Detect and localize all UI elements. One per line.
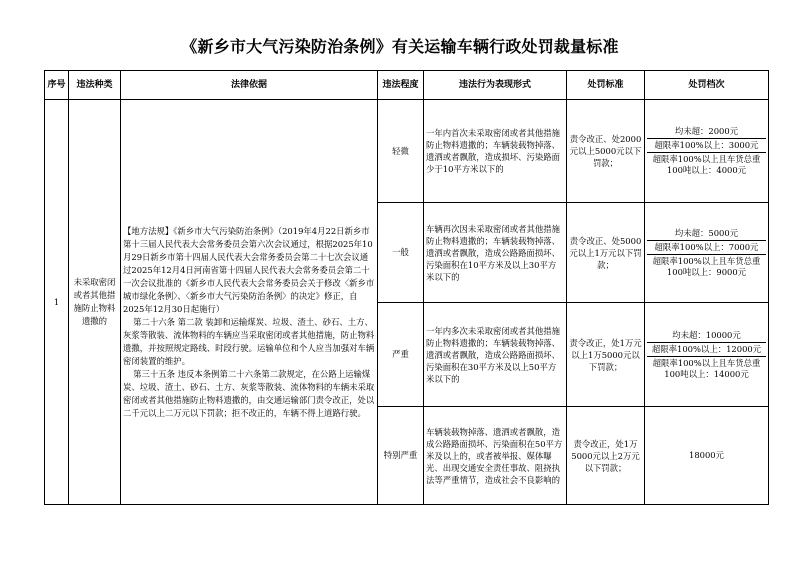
gear-item: 均未超：2000元 — [674, 126, 739, 136]
gear-item: 均未超：5000元 — [674, 227, 739, 238]
header-type: 违法种类 — [69, 71, 121, 100]
penalty-table — [44, 70, 769, 505]
header-behavior: 违法行为表现形式 — [424, 71, 567, 100]
basis-paragraph: 第二十六条 第二款 装卸和运输煤炭、垃圾、渣土、砂石、土方、灰浆等散装、流体物料的车辆应当采取密闭或者其他措施，防止物料遗撒，并按照规定路线、时段行驶。运输单位和个人应当加强对车辆密闭装置的维护。 — [123, 316, 375, 366]
header-basis: 法律依据 — [121, 71, 378, 100]
gear-cell — [645, 100, 769, 203]
gear-item: 均未超：10000元 — [672, 329, 741, 340]
standard-cell: 责令改正、处2000元以上5000元以下罚款； — [567, 100, 645, 203]
gear-cell — [645, 303, 769, 407]
violation-type: 未采取密闭或者其他措施防止物料遗撒的 — [69, 100, 121, 505]
degree-cell: 轻微 — [378, 100, 424, 203]
gear-cell: 18000元 — [645, 407, 769, 505]
degree-cell: 一般 — [378, 203, 424, 303]
legal-basis — [121, 100, 378, 505]
gear-item: 超限率100%以上且车货总重100吨以上：9000元 — [647, 254, 766, 279]
header-gear: 处罚档次 — [645, 71, 769, 100]
header-no: 序号 — [45, 71, 69, 100]
header-standard: 处罚标准 — [567, 71, 645, 100]
gear-item: 超限率100%以上：12000元 — [647, 342, 766, 356]
gear-item: 超限率100%以上：7000元 — [647, 240, 766, 254]
basis-paragraph: 第三十五条 违反本条例第二十六条第二款规定，在公路上运输煤炭、垃圾、渣土、砂石、土方、灰浆等散装、流体物料的车辆未采取密闭或者其他措施防止物料遗撒的，由交通运输部门责令改正，处以二千元以上二万元以下罚款；拒不改正的，车辆不得上道路行驶。 — [123, 368, 375, 418]
standard-cell: 责令改正、处5000元以上1万元以下罚款； — [567, 203, 645, 303]
behavior-cell: 车辆再次因未采取密闭或者其他措施防止物料遗撒的；车辆装载物掉落、遗洒或者飘散，造成公路路面损坏、污染面积在10平方米及以上30平方米以下的 — [424, 203, 567, 303]
gear-item: 超限率100%以上且车货总重100吨以上：14000元 — [647, 356, 766, 381]
header-degree: 违法程度 — [378, 71, 424, 100]
table-row — [45, 100, 769, 203]
behavior-cell: 一年内首次未采取密闭或者其他措施防止物料遗撒的；车辆装载物掉落、遗洒或者飘散，造成损坏、污染路面少于10平方米以下的 — [424, 100, 567, 203]
gear-cell — [645, 203, 769, 303]
standard-cell: 责令改正，处1万5000元以上2万元以下罚款； — [567, 407, 645, 505]
document-title: 《新乡市大气污染防治条例》有关运输车辆行政处罚裁量标准 — [181, 37, 619, 56]
behavior-cell: 一年内多次未采取密闭或者其他措施防止物料遗撒的；车辆装载物掉落、遗洒或者飘散，造成公路路面损坏、污染面积在30平方米及以上50平方米以下的 — [424, 303, 567, 407]
gear-item: 超限率100%以上：3000元 — [647, 138, 766, 152]
behavior-cell: 车辆装载物掉落、遗洒或者飘散，造成公路路面损坏、污染面积在50平方米及以上的，或者被举报、媒体曝光、出现交通安全责任事故、阻挠执法等严重情节，造成社会不良影响的 — [424, 407, 567, 505]
basis-paragraph: 【地方法规】《新乡市大气污染防治条例》（2019年4月22日新乡市第十三届人民代表大会常务委员会第六次会议通过，根据2025年10月29日新乡市第十四届人民代表大会常务委员会第二十七次会议通过2025年12月4日河南省第十四届人民代表大会常务委员会第二十一次会议批准的《新乡市人民代表大会常务委员会关于修改〈新乡市城市绿化条例〉、〈新乡市大气污染防治条例〉的决定》修正，自2025年12月30日起施行） — [123, 225, 375, 314]
row-number: 1 — [45, 100, 69, 505]
degree-cell: 特别严重 — [378, 407, 424, 505]
degree-cell: 严重 — [378, 303, 424, 407]
standard-cell: 责令改正，处1万元以上1万5000元以下罚款； — [567, 303, 645, 407]
gear-item: 超限率100%以上且车货总重100吨以上：4000元 — [647, 152, 766, 177]
header-row — [45, 71, 769, 100]
